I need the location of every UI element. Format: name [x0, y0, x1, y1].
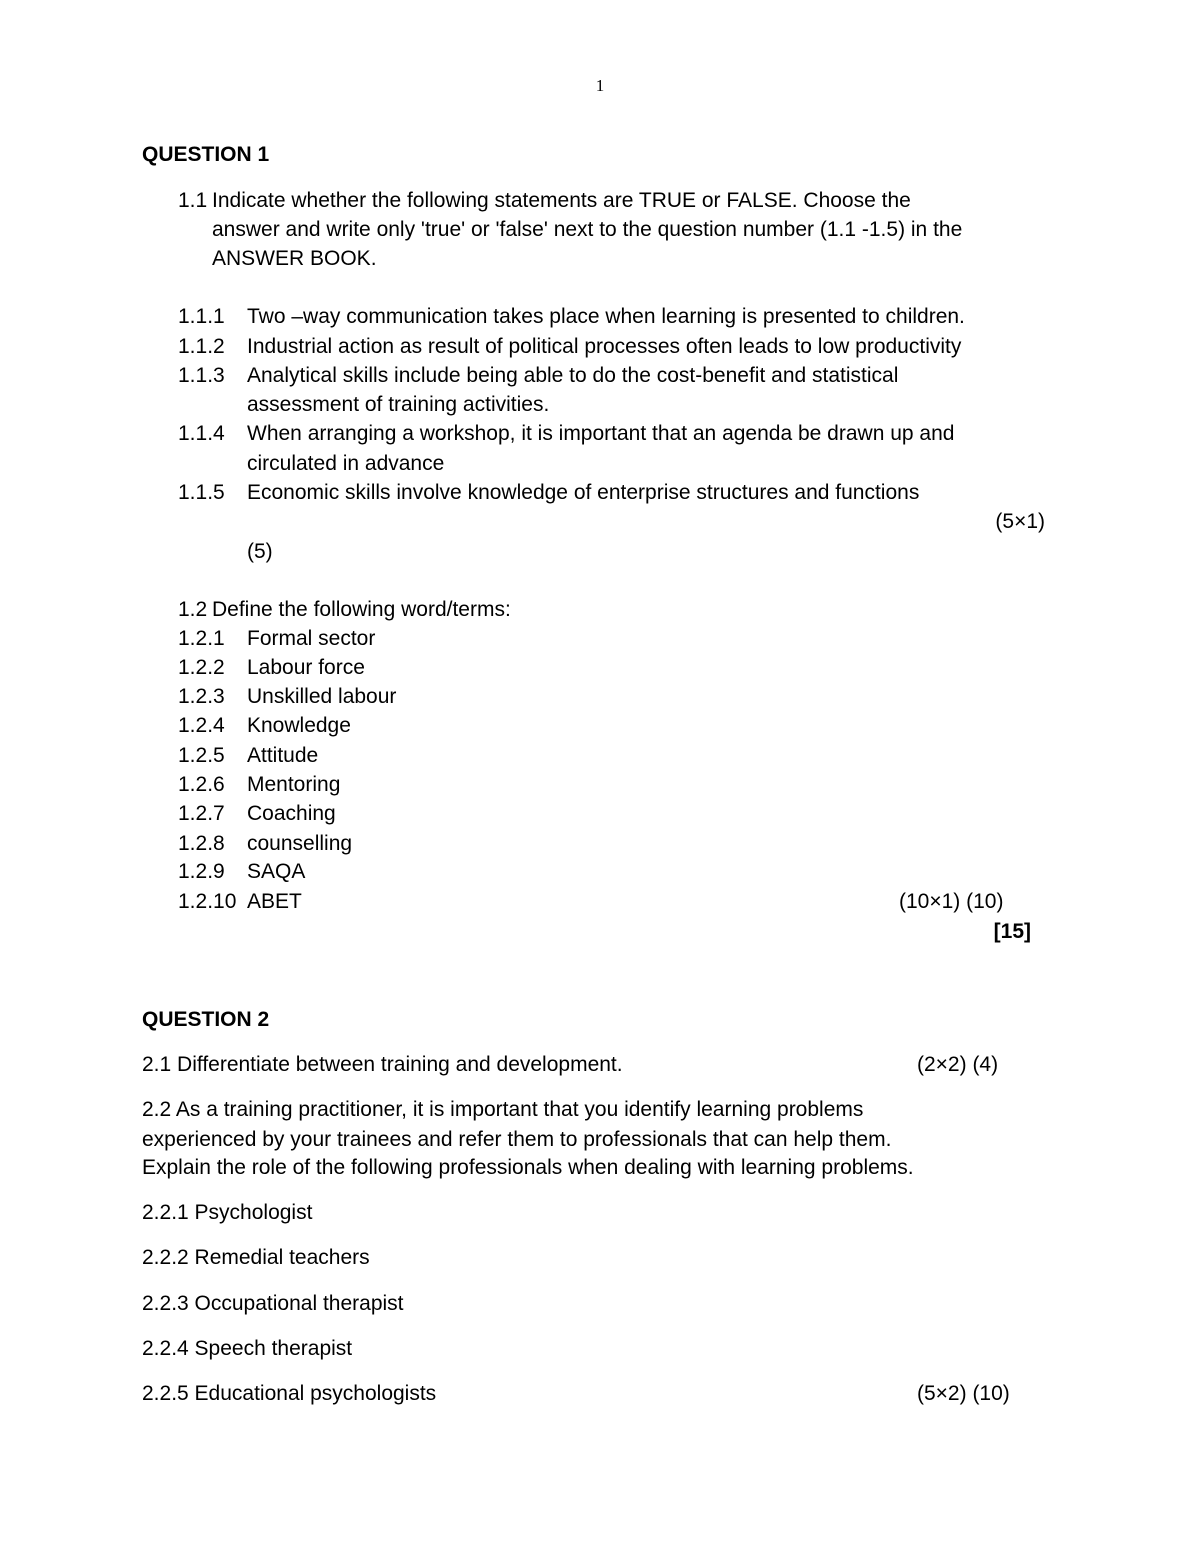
- term-text: ABET: [247, 890, 302, 913]
- professional-item: 2.2.5 Educational psychologists: [142, 1382, 437, 1405]
- term-text: Attitude: [247, 744, 319, 767]
- instruction-line: ANSWER BOOK.: [212, 247, 377, 270]
- statement-text: assessment of training activities.: [247, 393, 550, 416]
- question-2-heading: QUESTION 2: [142, 1008, 270, 1031]
- item-number: 1.2.6: [178, 773, 225, 796]
- marks-label: (2×2) (4): [917, 1053, 999, 1076]
- marks-label: (10×1) (10): [899, 890, 1004, 913]
- item-number: 1.1.1: [178, 305, 225, 328]
- statement-text: Industrial action as result of political processes often leads to low productivity: [247, 335, 962, 358]
- item-number: 1.1.3: [178, 364, 225, 387]
- professional-item: 2.2.2 Remedial teachers: [142, 1246, 370, 1269]
- question-text: 2.1 Differentiate between training and development.: [142, 1053, 623, 1076]
- item-number: 1.2.2: [178, 656, 225, 679]
- term-text: counselling: [247, 832, 353, 855]
- statement-text: When arranging a workshop, it is important that an agenda be drawn up and: [247, 422, 955, 445]
- page-number: 1: [595, 76, 605, 95]
- instruction-line: answer and write only 'true' or 'false' next to the question number (1.1 -1.5) in the: [212, 218, 963, 241]
- statement-text: Two –way communication takes place when learning is presented to children.: [247, 305, 965, 328]
- term-text: Formal sector: [247, 627, 376, 650]
- item-number: 1.1.2: [178, 335, 225, 358]
- item-number: 1.2.4: [178, 714, 225, 737]
- term-text: Knowledge: [247, 714, 351, 737]
- section-number: 1.2: [178, 598, 208, 621]
- instruction-line: Indicate whether the following statements are TRUE or FALSE. Choose the: [212, 189, 911, 212]
- marks-label: (5×2) (10): [917, 1382, 1010, 1405]
- item-number: 1.2.8: [178, 832, 225, 855]
- item-number: 1.1.5: [178, 481, 225, 504]
- term-text: Coaching: [247, 802, 336, 825]
- term-text: Unskilled labour: [247, 685, 397, 708]
- professional-item: 2.2.3 Occupational therapist: [142, 1292, 404, 1315]
- instruction-line: Define the following word/terms:: [212, 598, 511, 621]
- question-1-heading: QUESTION 1: [142, 143, 270, 166]
- term-text: SAQA: [247, 860, 306, 883]
- marks-label: (5): [247, 540, 273, 563]
- item-number: 1.2.9: [178, 860, 225, 883]
- item-number: 1.2.1: [178, 627, 225, 650]
- term-text: Labour force: [247, 656, 365, 679]
- item-number: 1.2.7: [178, 802, 225, 825]
- statement-text: Analytical skills include being able to do the cost-benefit and statistical: [247, 364, 899, 387]
- question-text: experienced by your trainees and refer them to professionals that can help them.: [142, 1128, 892, 1151]
- section-number: 1.1: [178, 189, 208, 212]
- item-number: 1.2.10: [178, 890, 237, 913]
- question-text: 2.2 As a training practitioner, it is important that you identify learning problems: [142, 1098, 864, 1121]
- item-number: 1.1.4: [178, 422, 225, 445]
- marks-label: (5×1): [995, 510, 1045, 533]
- statement-text: circulated in advance: [247, 452, 445, 475]
- statement-text: Economic skills involve knowledge of enterprise structures and functions: [247, 481, 920, 504]
- term-text: Mentoring: [247, 773, 341, 796]
- professional-item: 2.2.4 Speech therapist: [142, 1337, 353, 1360]
- professional-item: 2.2.1 Psychologist: [142, 1201, 313, 1224]
- item-number: 1.2.5: [178, 744, 225, 767]
- question-total: [15]: [993, 920, 1031, 943]
- item-number: 1.2.3: [178, 685, 225, 708]
- question-text: Explain the role of the following professionals when dealing with learning problems.: [142, 1156, 914, 1179]
